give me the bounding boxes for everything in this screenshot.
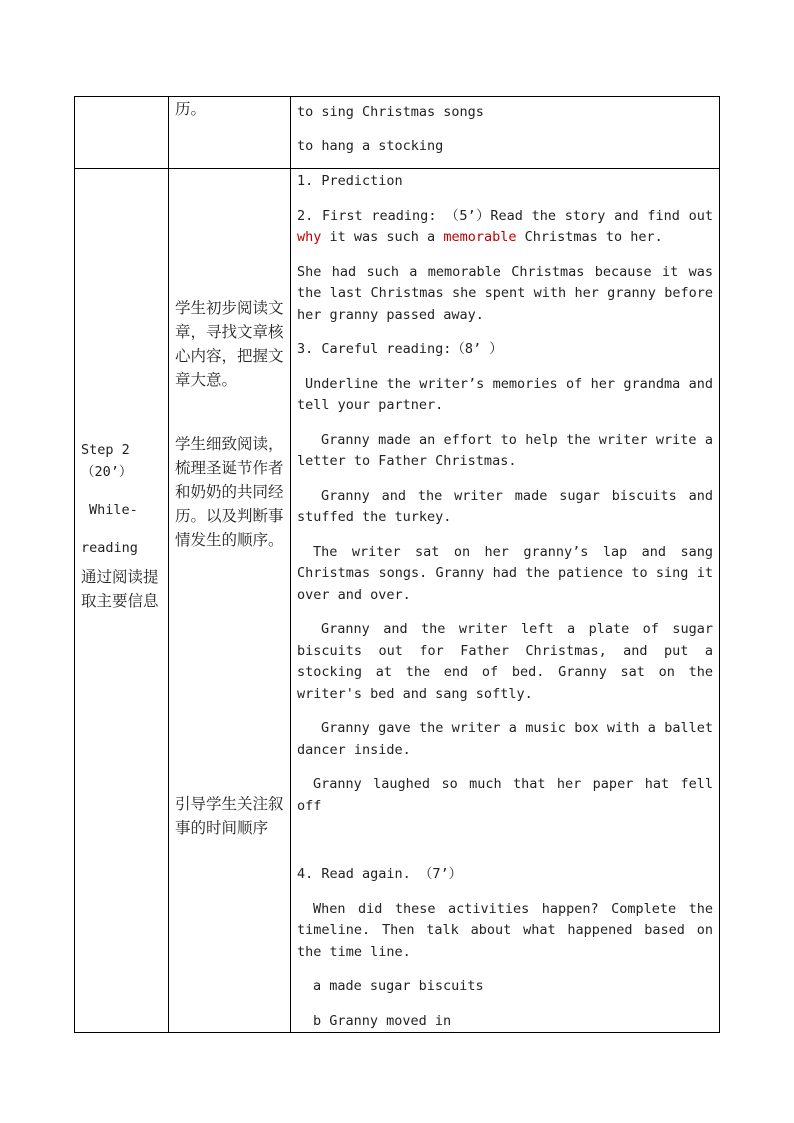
step-phase: reading: [81, 540, 138, 556]
activity-heading: 4. Read again. （7’）: [297, 866, 463, 882]
note-text: 学生初步阅读文章，寻找文章核心内容，把握文章大意。: [175, 299, 284, 389]
step-cell: [75, 169, 169, 1033]
timeline-item: b Granny moved in: [313, 1012, 452, 1029]
memory-item: Granny and the writer left a plate of sugar biscuits out for Father Christmas, and put a stocking at the end of bed. Granny sat on the writer's bed and sang softly.: [297, 621, 713, 702]
step-time: （20’）: [81, 464, 133, 480]
memory-item: Granny made an effort to help the writer write a letter to Father Christmas.: [297, 431, 713, 469]
activity-answer: She had such a memorable Christmas because it was the last Christmas she spent with her granny before her granny passed away.: [297, 263, 713, 323]
activity-heading: 2. First reading: （5’）Read the story and find out why it was such a memorable Christmas to her.: [297, 207, 713, 245]
activity-line: to sing Christmas songs: [297, 104, 484, 120]
note-text: 学生细致阅读，梳理圣诞节作者和奶奶的共同经历。以及判断事情发生的顺序。: [175, 435, 284, 549]
step-phase: While-: [89, 502, 138, 518]
notes-cell: [169, 169, 291, 1033]
memory-item: Granny gave the writer a music box with a ballet dancer inside.: [297, 720, 713, 758]
notes-cell: [169, 97, 291, 169]
memory-item: Granny laughed so much that her paper hat fell off: [297, 776, 713, 814]
activity-cell: [291, 97, 720, 169]
activity-line: to hang a stocking: [297, 138, 444, 154]
activity-heading: 1. Prediction: [297, 173, 403, 189]
step-aim: 通过阅读提取主要信息: [81, 568, 159, 610]
memory-item: The writer sat on her granny’s lap and sang Christmas songs. Granny had the patience to sing it over and over.: [297, 543, 713, 603]
note-text: 历。: [175, 100, 207, 118]
step-cell: [75, 97, 169, 169]
activity-cell: [291, 169, 720, 1033]
table-row: [75, 169, 720, 1033]
activity-text: When did these activities happen? Complete the timeline. Then talk about what happened based on the time line.: [297, 900, 713, 960]
note-text: 引导学生关注叙事的时间顺序: [175, 795, 284, 837]
table-row: [75, 97, 720, 169]
memory-item: Granny and the writer made sugar biscuits and stuffed the turkey.: [297, 487, 713, 525]
timeline-item: a made sugar biscuits: [313, 978, 484, 994]
activity-heading: 3. Careful reading:（8’ ）: [297, 341, 503, 357]
step-title: Step 2: [81, 442, 130, 458]
lesson-plan-table: [74, 96, 720, 1033]
activity-text: Underline the writer’s memories of her grandma and tell your partner.: [297, 375, 713, 413]
